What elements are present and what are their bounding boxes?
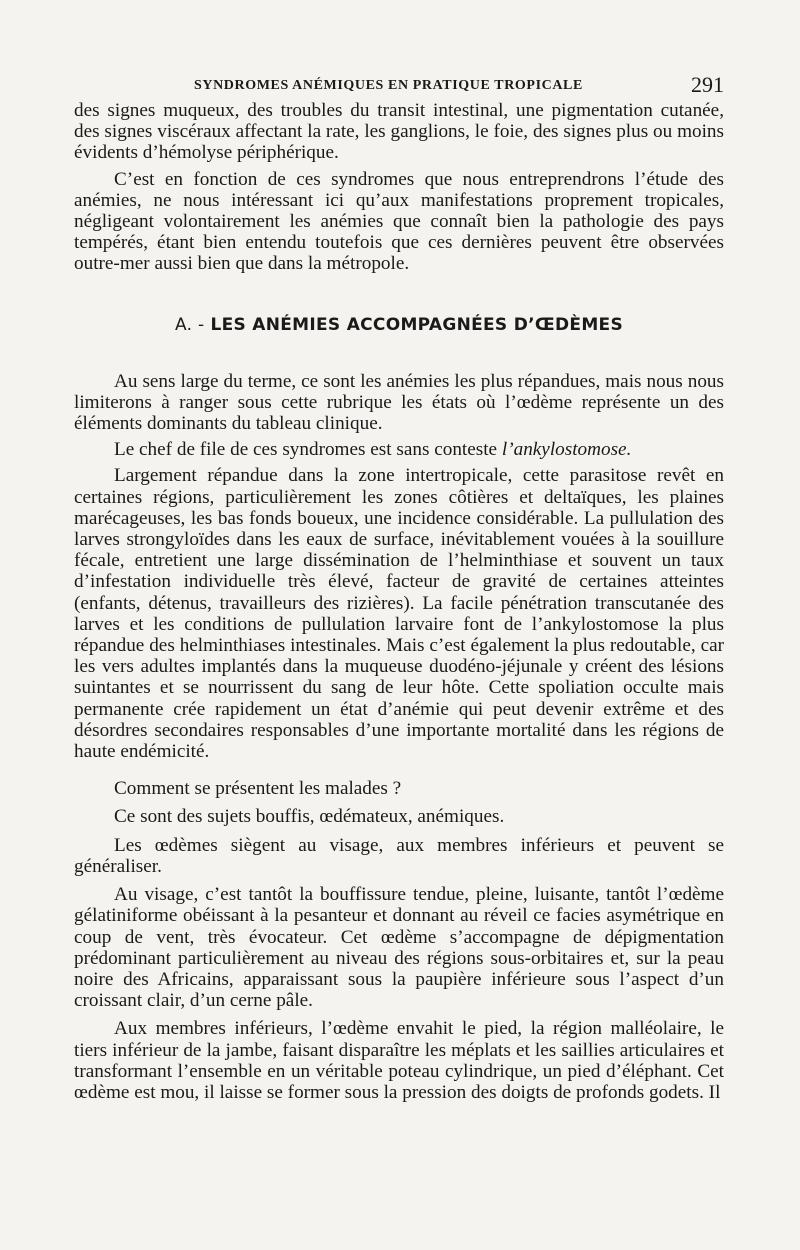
page-number: 291 (691, 72, 724, 97)
paragraph-continuation: des signes muqueux, des troubles du transit intestinal, une pigmentation cutanée, des signes viscéraux affectant la rate, les ganglions, le foie, des signes plus ou moins évidents d’hémolyse périphérique. (74, 100, 724, 164)
paragraph-membres-inferieurs: Aux membres inférieurs, l’œdème envahit le pied, la région malléolaire, le tiers inférieur de la jambe, faisant disparaître les méplats et les saillies articulaires et transformant l’ensemble en un véritable poteau cylindrique, un pied d’éléphant. Cet œdème est mou, il laisse se former sous la pression des doigts de profonds godets. Il (74, 1018, 724, 1103)
running-title: SYNDROMES ANÉMIQUES EN PRATIQUE TROPICALE (194, 78, 583, 93)
paragraph-oedemes: Les œdèmes siègent au visage, aux membres inférieurs et peuvent se généraliser. (74, 834, 724, 877)
paragraph-ankylostomose-description: Largement répandue dans la zone intertropicale, cette parasitose revêt en certaines régions, particulièrement les zones côtières et deltaïques, les plaines marécageuses, les bas fonds boueux, une incidence considérable. La pullulation des larves strongyloïdes dans les eaux de surface, inévitablement vouées à la souillure fécale, entretient une large dissémination de l’helminthiase et souvent un taux d’infestation individuelle très élevé, facteur de gravité de certaines atteintes (enfants, détenus, travailleurs des rizières). La facile pénétration transcutanée des larves et les conditions de pullulation larvaire font de l’ankylostomose la plus répandue des helminthiases intestinales. Mais c’est également la plus redoutable, car les vers adultes implantés dans la muqueuse duodéno-jéjunale y créent des lésions suintantes et se nourrissent du sang de leur hôte. Cette spoliation occulte mais permanente crée rapidement un état d’anémie qui peut devenir extrême et des désordres secondaires responsables d’une importante mortalité dans les régions de haute endémicité. (74, 465, 724, 763)
book-page (74, 70, 724, 1103)
paragraph-ankylostomose-lead (74, 439, 724, 460)
section-letter: A. - (174, 314, 205, 335)
paragraph-introduction: C’est en fonction de ces syndromes que nous entreprendrons l’étude des anémies, ne nous intéressant ici qu’aux manifestations proprement tropicales, négligeant volontairement les anémies que connaît bien la pathologie des pays tempérés, étant bien entendu toutefois que ces dernières peuvent être observées outre-mer aussi bien que dans la métropole. (74, 168, 724, 275)
running-head (74, 70, 724, 100)
paragraph-definition: Au sens large du terme, ce sont les anémies les plus répandues, mais nous nous limiterons à ranger sous cette rubrique les états où l’œdème représente un des éléments dominants du tableau clinique. (74, 370, 724, 435)
paragraph-question: Comment se présentent les malades ? (114, 778, 402, 800)
ankylostomose-term: l’ankylostomose. (501, 439, 632, 461)
paragraph-visage: Au visage, c’est tantôt la bouffissure tendue, pleine, luisante, tantôt l’œdème gélatiniforme obéissant à la pesanteur et donnant au réveil ce facies asymétrique en coup de vent, très évocateur. Cet œdème s’accompagne de dépigmentation prédominant particulièrement au niveau des régions sous-orbitaires et, sur la peau noire des Africains, apparaissant sous la paupière inférieure sous l’aspect d’un croissant clair, d’un cerne pâle. (74, 884, 724, 1012)
section-title: LES ANÉMIES ACCOMPAGNÉES D’ŒDÈMES (210, 314, 623, 335)
section-heading (74, 315, 724, 335)
paragraph-patients: Ce sont des sujets bouffis, œdémateux, anémiques. (114, 806, 505, 828)
paragraph-ankylostomose-text: Le chef de file de ces syndromes est sans conteste (114, 439, 502, 461)
